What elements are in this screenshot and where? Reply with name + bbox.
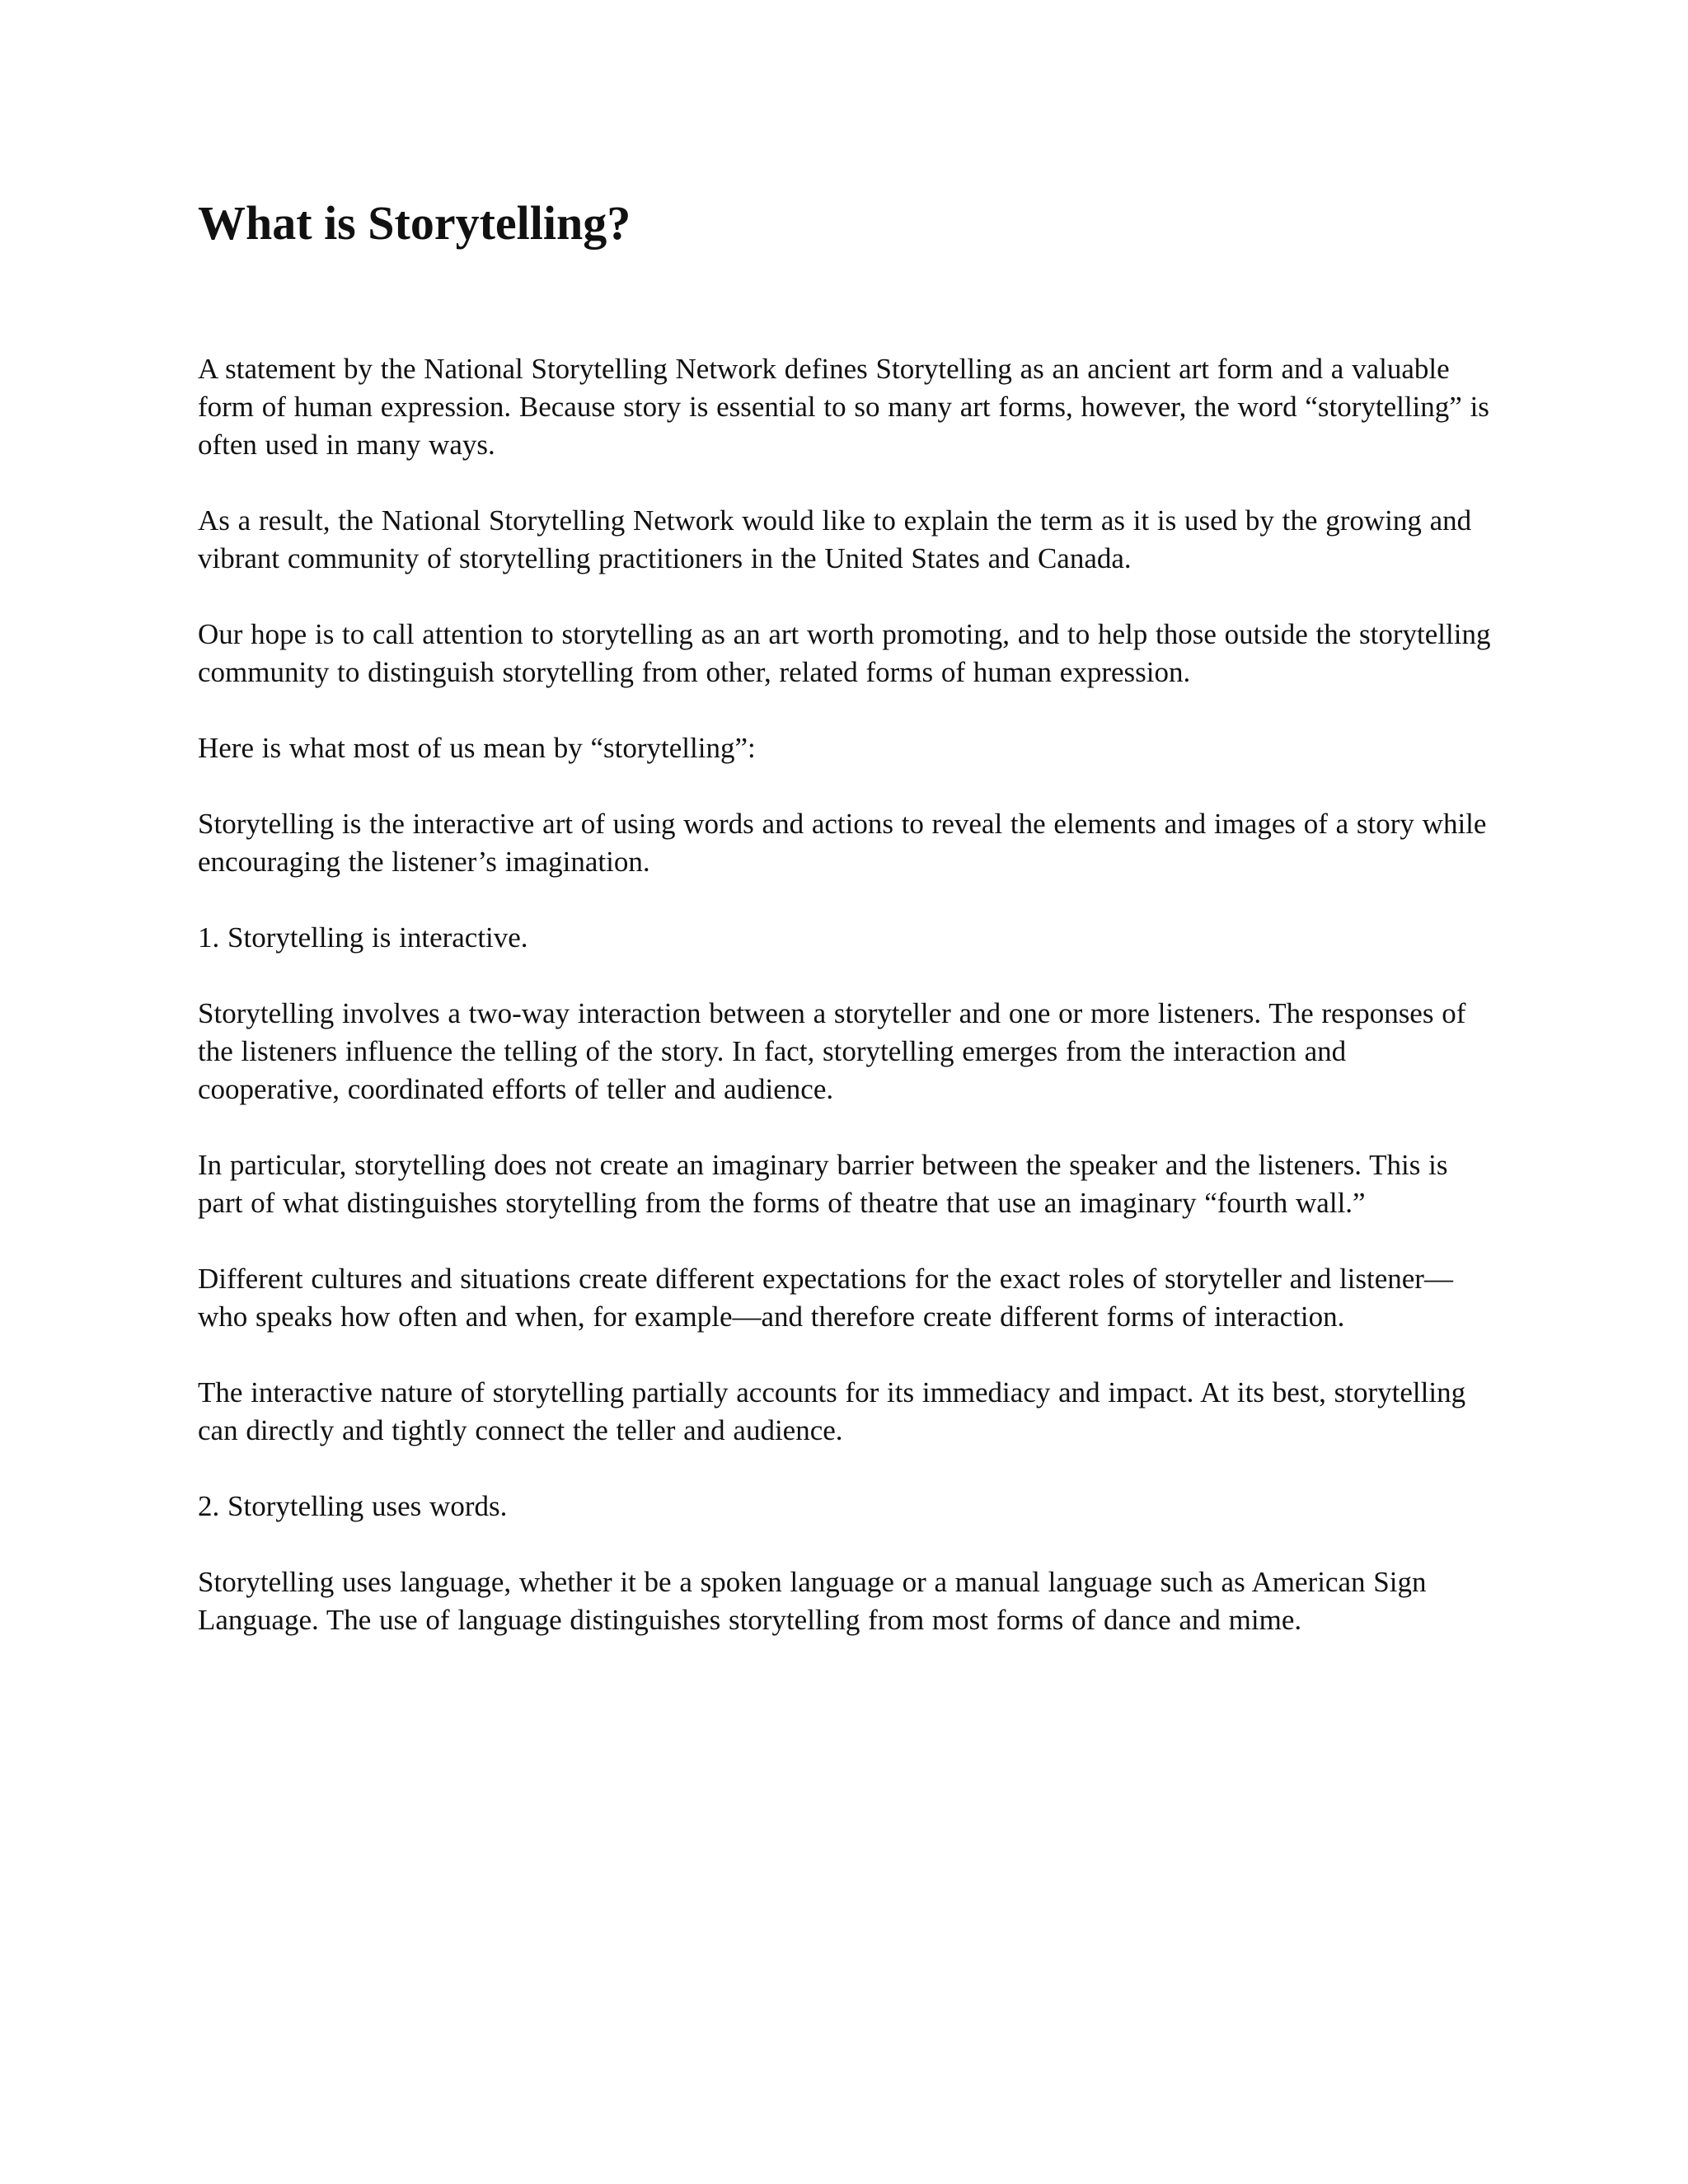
paragraph-immediacy: The interactive nature of storytelling partially accounts for its immediacy and impact. At its best, storytelling can directly and tightly connect the teller and audience. [198, 1376, 1466, 1446]
paragraph-two-way-interaction: Storytelling involves a two-way interaction between a storyteller and one or more listeners. The responses of the listeners influence the telling of the story. In fact, storytelling emerges from the interaction and cooperative, coordinated efforts of teller and audience. [198, 997, 1466, 1105]
page-title: What is Storytelling? [198, 196, 631, 250]
paragraph-language: Storytelling uses language, whether it be a spoken language or a manual language such as American Sign Language. The use of language distinguishes storytelling from most forms of dance and mime. [198, 1566, 1427, 1636]
paragraph-intro-definition: A statement by the National Storytelling Network defines Storytelling as an ancient art form and a valuable form of human expression. Because story is essential to so many art forms, however, the word “storytelling” is often used in many ways. [198, 353, 1489, 461]
paragraph-hope: Our hope is to call attention to storytelling as an art worth promoting, and to help those outside the storytelling community to distinguish storytelling from other, related forms of human expression. [198, 618, 1491, 688]
section-heading-interactive: 1. Storytelling is interactive. [198, 921, 528, 954]
paragraph-core-definition: Storytelling is the interactive art of using words and actions to reveal the elements and images of a story while encouraging the listener’s imagination. [198, 808, 1487, 878]
document-body [198, 350, 1492, 1639]
paragraph-network-purpose: As a result, the National Storytelling Network would like to explain the term as it is used by the growing and vibrant community of storytelling practitioners in the United States and Canada. [198, 504, 1472, 574]
section-heading-words: 2. Storytelling uses words. [198, 1490, 508, 1522]
paragraph-meaning-lead: Here is what most of us mean by “storytelling”: [198, 732, 756, 764]
paragraph-no-barrier: In particular, storytelling does not create an imaginary barrier between the speaker and the listeners. This is part of what distinguishes storytelling from the forms of theatre that use an imaginary “fourth wall.” [198, 1149, 1448, 1219]
paragraph-cultural-differences: Different cultures and situations create different expectations for the exact roles of storyteller and listener—who speaks how often and when, for example—and therefore create different forms of interaction. [198, 1263, 1453, 1333]
document-content [198, 194, 1492, 1677]
